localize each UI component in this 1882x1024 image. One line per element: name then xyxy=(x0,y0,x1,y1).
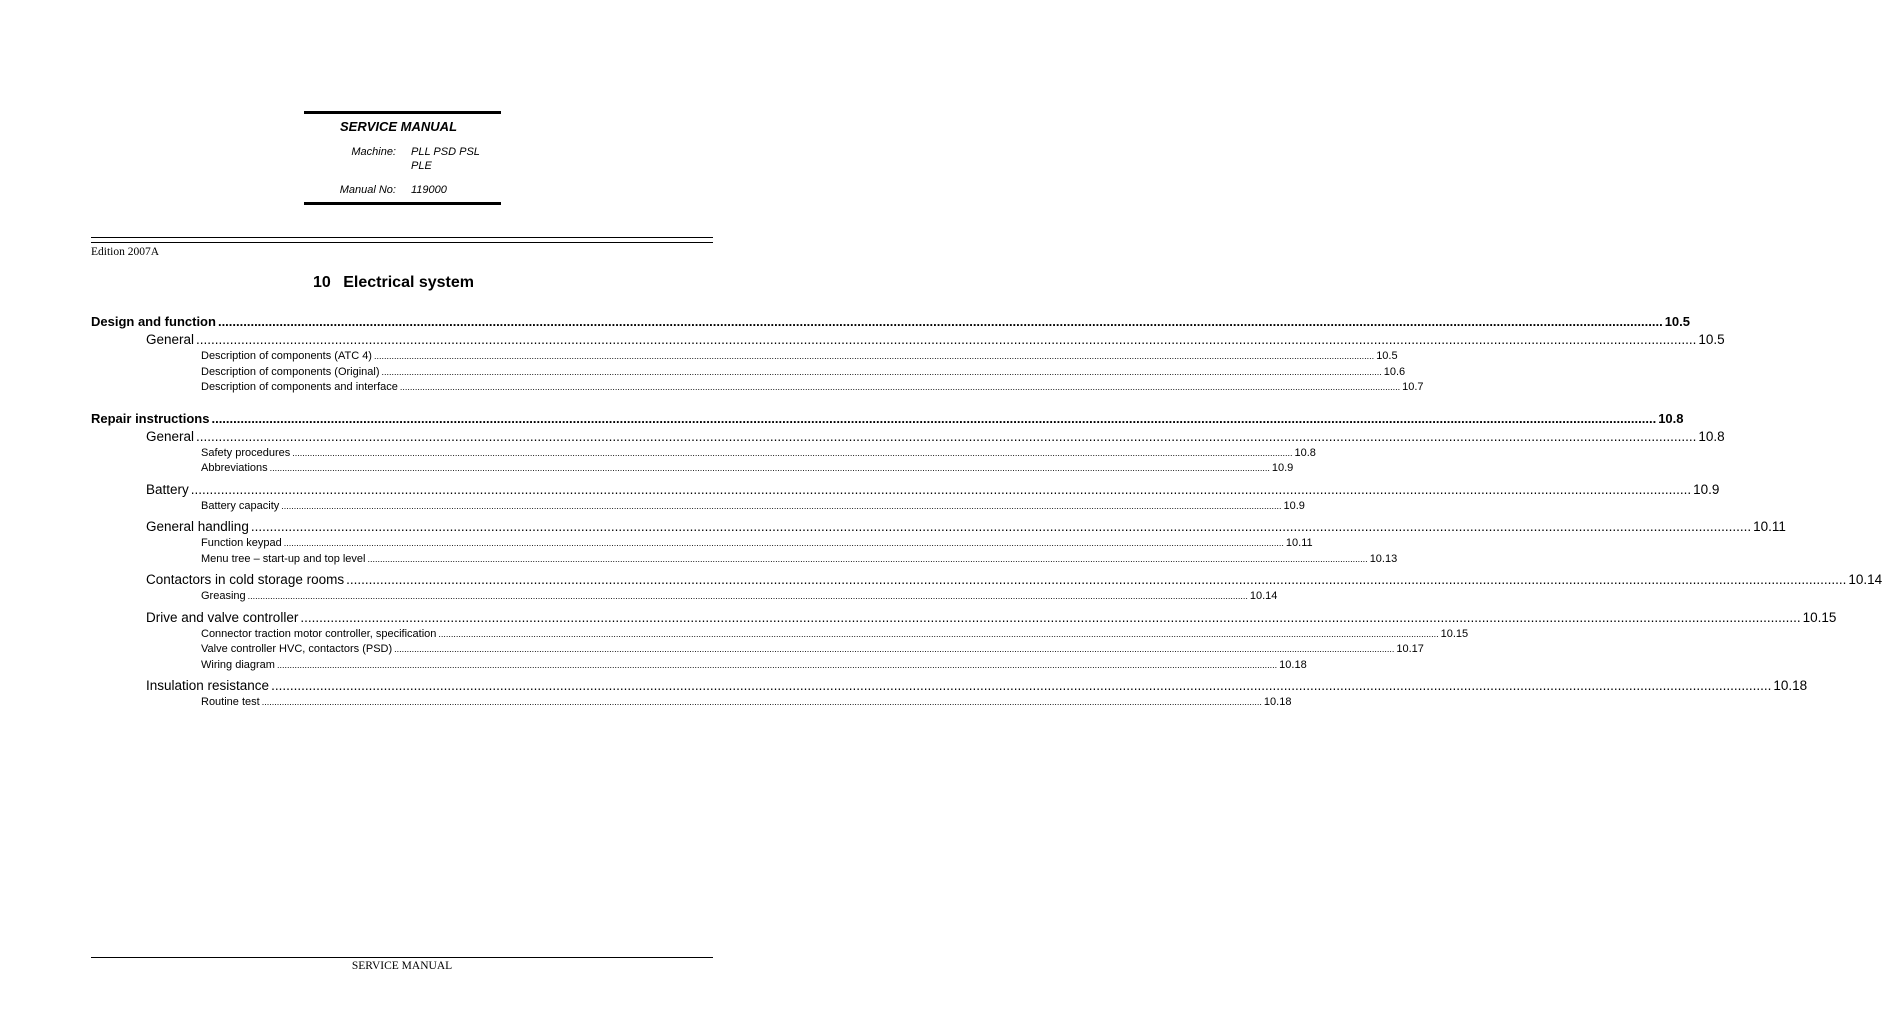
toc-entry-page: 10.18 xyxy=(1773,678,1808,693)
top-rule-1 xyxy=(91,237,713,238)
toc-entry-page: 10.15 xyxy=(1440,627,1469,640)
toc-leader-dots: ................................................................................................................................................................................................................................................................................................................................................................................................................ xyxy=(300,609,1801,625)
toc-entry-page: 10.7 xyxy=(1402,381,1424,393)
toc-entry-level-1[interactable] xyxy=(91,314,1690,332)
toc-entry-title: Drive and valve controller xyxy=(146,609,299,625)
toc-leader-dots: ................................................................................................................................................................................................................................................................................................................................................................................................................ xyxy=(276,659,1278,670)
toc-entry-level-3[interactable] xyxy=(91,499,1305,516)
toc-leader-dots: ................................................................................................................................................................................................................................................................................................................................................................................................................ xyxy=(261,697,1262,707)
toc-entry-level-2[interactable] xyxy=(91,519,1786,537)
footer-label: SERVICE MANUAL xyxy=(351,960,453,972)
toc-entry-title: Design and function xyxy=(91,314,216,329)
toc-entry-page: 10.8 xyxy=(1698,428,1725,444)
toc-entry-title: General xyxy=(146,428,195,444)
toc-entry-level-3[interactable] xyxy=(91,365,1406,382)
toc-entry-page: 10.11 xyxy=(1285,537,1313,549)
toc-leader-dots: ................................................................................................................................................................................................................................................................................................................................................................................................................ xyxy=(381,366,1382,377)
toc-leader-dots: ................................................................................................................................................................................................................................................................................................................................................................................................................ xyxy=(250,519,1752,534)
toc-entry-title: Contactors in cold storage rooms xyxy=(146,572,345,587)
header-title: SERVICE MANUAL xyxy=(340,119,458,134)
toc-entry-page: 10.11 xyxy=(1753,519,1786,534)
toc-entry-page: 10.8 xyxy=(1294,446,1316,459)
toc-entry-title: Connector traction motor controller, specification xyxy=(201,627,437,640)
toc-entry-page: 10.5 xyxy=(1664,314,1690,329)
toc-entry-page: 10.15 xyxy=(1802,609,1837,625)
chapter-number: 10 xyxy=(313,274,331,291)
toc-entry-level-2[interactable] xyxy=(91,481,1720,500)
toc-leader-dots: ................................................................................................................................................................................................................................................................................................................................................................................................................ xyxy=(271,678,1772,693)
toc-entry-level-3[interactable] xyxy=(91,627,1469,644)
toc-entry-title: General handling xyxy=(146,519,249,534)
toc-entry-level-2[interactable] xyxy=(91,428,1725,447)
toc-leader-dots: ................................................................................................................................................................................................................................................................................................................................................................................................................ xyxy=(394,644,1395,654)
toc-entry-title: Description of components (ATC 4) xyxy=(201,350,372,362)
toc-entry-level-2[interactable] xyxy=(91,332,1725,350)
toc-entry-page: 10.17 xyxy=(1396,643,1424,655)
toc-entry-page: 10.18 xyxy=(1263,696,1292,708)
edition-label: Edition 2007A xyxy=(91,246,160,258)
toc-entry-page: 10.14 xyxy=(1848,572,1882,587)
toc-entry-title: Wiring diagram xyxy=(201,658,275,671)
toc-entry-page: 10.18 xyxy=(1279,658,1307,671)
toc-entry-level-2[interactable] xyxy=(91,678,1808,696)
toc-entry-level-3[interactable] xyxy=(91,658,1307,675)
toc-entry-title: Routine test xyxy=(201,696,260,708)
toc-leader-dots: ................................................................................................................................................................................................................................................................................................................................................................................................................ xyxy=(367,553,1368,564)
manual-no-label: Manual No: xyxy=(339,184,396,196)
manual-no-value: 119000 xyxy=(411,184,447,196)
toc-entry-level-3[interactable] xyxy=(91,552,1398,569)
toc-entry-level-3[interactable] xyxy=(91,446,1316,463)
toc-entry-page: 10.5 xyxy=(1376,350,1398,362)
toc-entry-page: 10.8 xyxy=(1658,410,1684,426)
toc-leader-dots: ................................................................................................................................................................................................................................................................................................................................................................................................................ xyxy=(196,428,1697,444)
section-gap xyxy=(91,397,713,411)
toc-entry-level-3[interactable] xyxy=(91,643,1424,659)
toc-leader-dots: ................................................................................................................................................................................................................................................................................................................................................................................................................ xyxy=(211,410,1657,426)
chapter-title: Electrical system xyxy=(343,274,474,291)
toc-entry-page: 10.9 xyxy=(1271,462,1294,474)
toc-entry-level-2[interactable] xyxy=(91,572,1882,590)
toc-entry-level-3[interactable] xyxy=(91,590,1278,606)
toc-entry-title: Abbreviations xyxy=(201,462,268,474)
toc-entry-page: 10.6 xyxy=(1383,365,1406,378)
toc-entry-page: 10.9 xyxy=(1693,481,1720,497)
machine-label: Machine: xyxy=(351,146,396,158)
toc-leader-dots: ................................................................................................................................................................................................................................................................................................................................................................................................................ xyxy=(269,463,1270,473)
toc-entry-level-3[interactable] xyxy=(91,462,1294,478)
footer-rule xyxy=(91,957,713,958)
table-of-contents xyxy=(91,314,1882,712)
toc-leader-dots: ................................................................................................................................................................................................................................................................................................................................................................................................................ xyxy=(217,314,1663,329)
toc-entry-title: Valve controller HVC, contactors (PSD) xyxy=(201,643,393,655)
toc-entry-title: Repair instructions xyxy=(91,410,210,426)
toc-entry-level-2[interactable] xyxy=(91,609,1837,628)
toc-leader-dots: ................................................................................................................................................................................................................................................................................................................................................................................................................ xyxy=(283,538,1284,548)
toc-entry-title: Battery capacity xyxy=(201,499,280,512)
toc-leader-dots: ................................................................................................................................................................................................................................................................................................................................................................................................................ xyxy=(346,572,1847,587)
top-rule-2 xyxy=(91,242,713,243)
chapter-heading xyxy=(313,274,474,292)
toc-entry-level-1[interactable] xyxy=(91,410,1684,429)
toc-entry-title: Battery xyxy=(146,481,189,497)
toc-entry-title: Greasing xyxy=(201,590,246,602)
machine-value: PLL PSD PSL PLE xyxy=(411,146,480,172)
toc-entry-level-3[interactable] xyxy=(91,350,1398,366)
toc-entry-title: Insulation resistance xyxy=(146,678,270,693)
toc-entry-page: 10.9 xyxy=(1283,499,1305,512)
toc-leader-dots: ................................................................................................................................................................................................................................................................................................................................................................................................................ xyxy=(190,481,1692,497)
toc-leader-dots: ................................................................................................................................................................................................................................................................................................................................................................................................................ xyxy=(399,382,1401,392)
toc-leader-dots: ................................................................................................................................................................................................................................................................................................................................................................................................................ xyxy=(373,351,1375,361)
toc-entry-page: 10.14 xyxy=(1249,590,1278,602)
toc-leader-dots: ................................................................................................................................................................................................................................................................................................................................................................................................................ xyxy=(196,332,1697,347)
toc-entry-title: Description of components (Original) xyxy=(201,365,380,378)
toc-leader-dots: ................................................................................................................................................................................................................................................................................................................................................................................................................ xyxy=(292,447,1293,458)
toc-entry-title: General xyxy=(146,332,195,347)
toc-entry-level-3[interactable] xyxy=(91,381,1424,397)
toc-leader-dots: ................................................................................................................................................................................................................................................................................................................................................................................................................ xyxy=(438,628,1439,639)
toc-entry-title: Safety procedures xyxy=(201,446,291,459)
toc-entry-level-3[interactable] xyxy=(91,696,1292,712)
header-box xyxy=(304,111,501,205)
toc-leader-dots: ................................................................................................................................................................................................................................................................................................................................................................................................................ xyxy=(247,591,1248,601)
toc-entry-level-3[interactable] xyxy=(91,537,1313,553)
toc-leader-dots: ................................................................................................................................................................................................................................................................................................................................................................................................................ xyxy=(281,500,1282,511)
toc-entry-page: 10.13 xyxy=(1369,552,1398,565)
toc-entry-page: 10.5 xyxy=(1698,332,1725,347)
toc-entry-title: Function keypad xyxy=(201,537,282,549)
toc-entry-title: Menu tree – start-up and top level xyxy=(201,552,366,565)
toc-entry-title: Description of components and interface xyxy=(201,381,398,393)
